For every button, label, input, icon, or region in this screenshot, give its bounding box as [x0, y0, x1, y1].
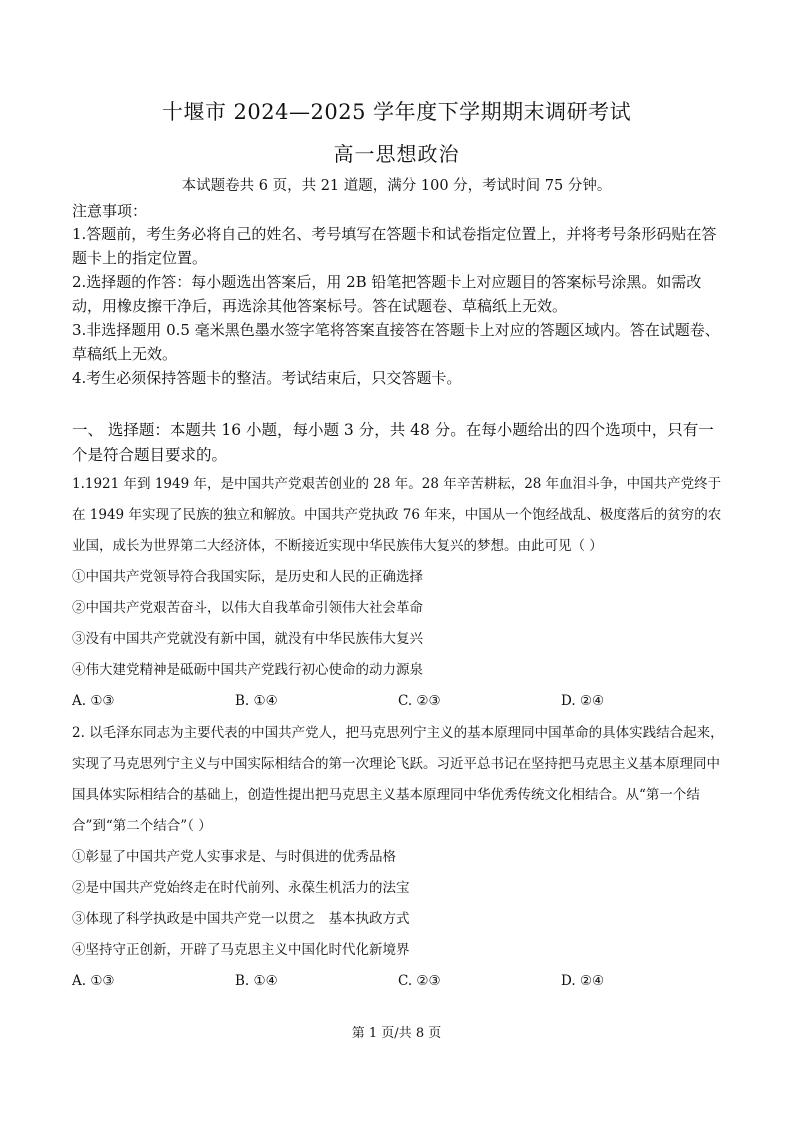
- option-a: A. ①③: [72, 693, 115, 709]
- option-c: C. ②③: [398, 693, 441, 709]
- question-1: [72, 469, 724, 717]
- question-2: [72, 718, 724, 997]
- notes-heading: 注意事项：: [72, 202, 148, 220]
- question-stem: 1.1921 年到 1949 年，是中国共产党艰苦创业的 28 年。28 年辛苦耕耘，28 年血泪斗争，中国共产党终于在 1949 年实现了民族的独立和解放。中国共产党执政 76 年来，中国从一个饱经战乱、极度落后的贫穷的农业国，成长为世界第二大经济体，不断接近实现中华民族伟大复兴的梦想。由此可见（ ）: [72, 476, 722, 554]
- option-d: D. ②④: [561, 973, 605, 989]
- option-d: D. ②④: [561, 693, 605, 709]
- statement-2: ②是中国共产党始终走在时代前列、永葆生机活力的法宝: [72, 880, 410, 896]
- notes-list: [72, 222, 724, 390]
- answer-options: [72, 966, 724, 997]
- statement-2: ②中国共产党艰苦奋斗，以伟大自我革命引领伟大社会革命: [72, 600, 423, 616]
- subject-title: 高一思想政治: [333, 142, 460, 166]
- statement-1: ①中国共产党领导符合我国实际，是历史和人民的正确选择: [72, 569, 423, 585]
- statement-1: ①彰显了中国共产党人实事求是、与时俱进的优秀品格: [72, 849, 396, 865]
- statement-3: ③体现了科学执政是中国共产党一以贯之 基本执政方式: [72, 911, 410, 927]
- option-b: B. ①④: [235, 693, 278, 709]
- note-item-3: 3.非选择题用 0.5 毫米黑色墨水签字笔将答案直接答在答题卡上对应的答题区域内。答在试题卷、草稿纸上无效。: [72, 321, 720, 363]
- exam-intro: 本试题卷共 6 页，共 21 道题，满分 100 分，考试时间 75 分钟。: [181, 178, 612, 194]
- note-item-2: 2.选择题的作答：每小题选出答案后，用 2B 铅笔把答题卡上对应题目的答案标号涂黑。如需改动，用橡皮擦干净后，再选涂其他答案标号。答在试题卷、草稿纸上无效。: [72, 273, 702, 315]
- exam-title: 十堰市 2024—2025 学年度下学期期末调研考试: [161, 100, 632, 124]
- statement-4: ④坚持守正创新，开辟了马克思主义中国化时代化新境界: [72, 942, 410, 958]
- note-item-4: 4.考生必须保持答题卡的整洁。考试结束后，只交答题卡。: [72, 369, 462, 387]
- note-item-1: 1.答题前，考生务必将自己的姓名、考号填写在答题卡和试卷指定位置上，并将考号条形码贴在答题卡上的指定位置。: [72, 225, 717, 267]
- section-heading: 一、 选择题：本题共 16 小题，每小题 3 分，共 48 分。在每小题给出的四个选项中，只有一个是符合题目要求的。: [72, 421, 714, 464]
- statement-4: ④伟大建党精神是砥砺中国共产党践行初心使命的动力源泉: [72, 662, 423, 678]
- question-stem: 2. 以毛泽东同志为主要代表的中国共产党人，把马克思列宁主义的基本原理同中国革命的具体实践结合起来，实现了马克思列宁主义与中国实际相结合的第一次理论飞跃。习近平总书记在坚持把马克思主义基本原理同中国具体实际相结合的基础上，创造性提出把马克思主义基本原理同中华优秀传统文化相结合。从“第一个结合”到“第二个结合”（ ）: [72, 725, 724, 834]
- page-number: 第 1 页/共 8 页: [351, 1026, 442, 1041]
- option-a: A. ①③: [72, 973, 115, 989]
- statement-3: ③没有中国共产党就没有新中国，就没有中华民族伟大复兴: [72, 631, 423, 647]
- option-b: B. ①④: [235, 973, 278, 989]
- answer-options: [72, 686, 724, 717]
- option-c: C. ②③: [398, 973, 441, 989]
